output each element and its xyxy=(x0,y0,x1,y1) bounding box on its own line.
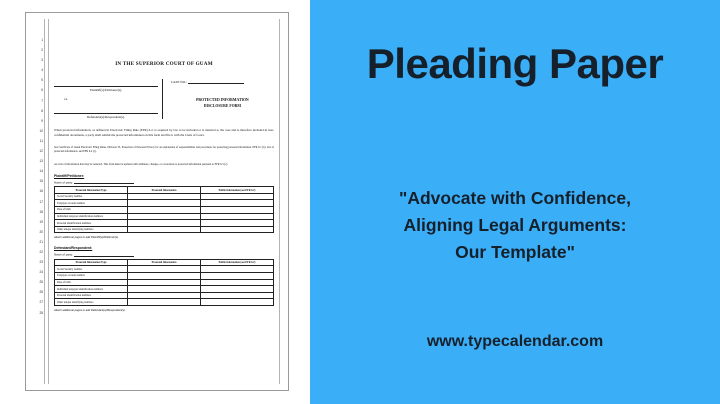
col-protected-info: Protected Information xyxy=(128,187,201,194)
pleading-paper-page xyxy=(25,12,289,391)
plaintiff-name-field xyxy=(54,180,274,184)
plaintiff-name-label: Name of party: xyxy=(54,180,73,185)
line-number: 24 xyxy=(39,270,43,275)
reference-paragraph: See Certificate of Guam Electronic Filing Rules, Division VI, Protection of Personal Privacy for an explanation of responsibilities and procedures for protecting personal information. EFR 6.1 (b), List of protected information, and EFR 6.2 (c). xyxy=(54,146,274,154)
line-number: 5 xyxy=(41,78,43,83)
col-protected-info-type: Protected Information Type xyxy=(55,259,128,266)
public-info-cell[interactable] xyxy=(201,286,274,293)
protected-info-cell[interactable] xyxy=(128,213,201,220)
line-number: 21 xyxy=(39,239,43,244)
caption-divider xyxy=(162,79,163,119)
defendant-section-heading: Defendant/Respondent: xyxy=(54,246,93,251)
margin-rule-right xyxy=(279,19,280,384)
line-number: 12 xyxy=(39,149,43,154)
update-paragraph: As a list of information that may be redacted. This form must be updated with additions, changes, or corrections to protected information pursuant to EFR 6.3 (c). xyxy=(54,163,228,166)
caption-case-info xyxy=(167,79,274,119)
line-number: 14 xyxy=(39,169,43,174)
line-number: 23 xyxy=(39,260,43,265)
row-label: Individual taxpayer identification numbers xyxy=(55,213,128,220)
line-number: 25 xyxy=(39,280,43,285)
line-number: 20 xyxy=(39,229,43,234)
intro-paragraph: When protected information, as defined in Electronic Filing Rule (EFR) 6.2, is required by law to be included or is material to the case and is therefore included in non-confidential documents, a party shall submit the protected information on this form and file it with the Clerk of Court. xyxy=(54,128,274,137)
versus-label: vs. xyxy=(64,97,68,101)
protected-info-cell[interactable] xyxy=(128,266,201,273)
public-info-cell[interactable] xyxy=(201,193,274,200)
row-label: Individual taxpayer identification numbers xyxy=(55,286,128,293)
plaintiff-attach-note: Attach additional pages to add Plaintiff(s)/Petitioner(s) xyxy=(54,236,119,240)
line-number: 7 xyxy=(41,98,43,103)
table-row xyxy=(55,286,274,293)
protected-info-cell[interactable] xyxy=(128,193,201,200)
table-row xyxy=(55,279,274,286)
defendant-label: Defendant(s)/Respondent(s). xyxy=(86,115,125,119)
table-row xyxy=(55,193,274,200)
row-label: Date of birth xyxy=(55,207,128,214)
line-number: 8 xyxy=(41,108,43,113)
row-label: Taxpayer account number xyxy=(55,273,128,280)
defendant-name-blank xyxy=(74,252,134,256)
page-title: Pleading Paper xyxy=(366,40,664,87)
case-number-blank xyxy=(188,79,244,84)
plaintiff-name-rule xyxy=(54,79,158,87)
defendant-name-field xyxy=(54,252,274,256)
plaintiff-name-blank xyxy=(74,180,134,184)
line-number: 16 xyxy=(39,189,43,194)
table-row xyxy=(55,220,274,227)
col-protected-info: Protected Information xyxy=(128,259,201,266)
line-number-column xyxy=(31,35,43,318)
line-number: 1 xyxy=(41,38,43,42)
protected-info-cell[interactable] xyxy=(128,207,201,214)
promo-quote xyxy=(338,185,692,266)
line-number: 27 xyxy=(39,300,43,305)
row-label: Other unique identifying numbers xyxy=(55,226,128,233)
public-info-cell[interactable] xyxy=(201,213,274,220)
col-public-info: Public Information (see EFR 6.2) xyxy=(201,187,274,194)
public-info-cell[interactable] xyxy=(201,220,274,227)
line-number: 4 xyxy=(41,68,43,73)
promo-quote-line-2: Aligning Legal Arguments: xyxy=(403,215,627,235)
document-body xyxy=(54,33,274,382)
table-row xyxy=(55,213,274,220)
row-label: Social Security number xyxy=(55,266,128,273)
public-info-cell[interactable] xyxy=(201,292,274,299)
margin-rule-left-outer xyxy=(44,19,45,384)
form-title-line-2: DISCLOSURE FORM xyxy=(203,103,242,108)
row-label: Personal identification numbers xyxy=(55,292,128,299)
public-info-cell[interactable] xyxy=(201,207,274,214)
defendant-attach-note: Attach additional pages to add Defendant(s)/Respondent(s) xyxy=(54,309,125,312)
line-number: 26 xyxy=(39,290,43,295)
row-label: Taxpayer account number xyxy=(55,200,128,207)
line-number: 6 xyxy=(41,88,43,93)
line-number: 13 xyxy=(39,159,43,164)
plaintiff-section-heading: Plaintiff/Petitioner: xyxy=(54,173,85,178)
public-info-cell[interactable] xyxy=(201,200,274,207)
line-number: 15 xyxy=(39,179,43,184)
line-number: 3 xyxy=(41,58,43,63)
protected-info-cell[interactable] xyxy=(128,220,201,227)
col-protected-info-type: Protected Information Type xyxy=(55,187,128,194)
promo-quote-line-3: Our Template" xyxy=(455,242,575,262)
public-info-cell[interactable] xyxy=(201,299,274,306)
line-number: 10 xyxy=(39,128,43,133)
form-title-line-1: PROTECTED INFORMATION xyxy=(196,98,249,102)
row-label: Date of birth xyxy=(55,279,128,286)
table-row xyxy=(55,226,274,233)
protected-info-cell[interactable] xyxy=(128,292,201,299)
promo-text-panel xyxy=(310,0,720,404)
document-preview-panel xyxy=(0,0,310,404)
protected-info-cell[interactable] xyxy=(128,286,201,293)
plaintiff-label: Plaintiff(s)/Petitioner(s), xyxy=(89,88,123,92)
table-row xyxy=(55,292,274,299)
protected-info-cell[interactable] xyxy=(128,299,201,306)
col-public-info: Public Information (see EFR 6.2) xyxy=(201,259,274,266)
case-caption xyxy=(54,79,274,119)
row-label: Personal identification numbers xyxy=(55,220,128,227)
protected-info-cell[interactable] xyxy=(128,273,201,280)
caption-parties xyxy=(54,79,162,119)
table-row xyxy=(55,299,274,306)
table-row xyxy=(55,273,274,280)
protected-info-cell[interactable] xyxy=(128,226,201,233)
line-number: 11 xyxy=(39,138,43,143)
row-label: Other unique identifying numbers xyxy=(55,299,128,306)
line-number: 22 xyxy=(39,249,43,254)
public-info-cell[interactable] xyxy=(201,226,274,233)
plaintiff-protected-info-table xyxy=(54,186,274,233)
public-info-cell[interactable] xyxy=(201,266,274,273)
promo-quote-line-1: "Advocate with Confidence, xyxy=(399,188,631,208)
line-number: 2 xyxy=(41,48,43,53)
website-url[interactable]: www.typecalendar.com xyxy=(426,333,604,350)
table-row xyxy=(55,207,274,214)
court-title: IN THE SUPERIOR COURT OF GUAM xyxy=(115,61,213,67)
line-number: 9 xyxy=(41,118,43,123)
line-number: 18 xyxy=(39,209,43,214)
defendant-protected-info-table xyxy=(54,259,274,306)
case-number-row xyxy=(171,79,274,84)
row-label: Social Security number xyxy=(55,193,128,200)
line-number: 17 xyxy=(39,199,43,204)
public-info-cell[interactable] xyxy=(201,273,274,280)
table-row xyxy=(55,266,274,273)
defendant-name-rule xyxy=(54,106,158,114)
form-title xyxy=(171,98,274,109)
line-number: 28 xyxy=(39,310,43,315)
case-number-label: CASE NO.: xyxy=(170,80,187,84)
table-header-row xyxy=(55,187,274,194)
line-number: 19 xyxy=(39,219,43,224)
table-header-row xyxy=(55,259,274,266)
margin-rule-left-inner xyxy=(48,19,49,384)
public-info-cell[interactable] xyxy=(201,279,274,286)
protected-info-cell[interactable] xyxy=(128,200,201,207)
defendant-name-label: Name of party: xyxy=(54,252,73,257)
protected-info-cell[interactable] xyxy=(128,279,201,286)
table-row xyxy=(55,200,274,207)
